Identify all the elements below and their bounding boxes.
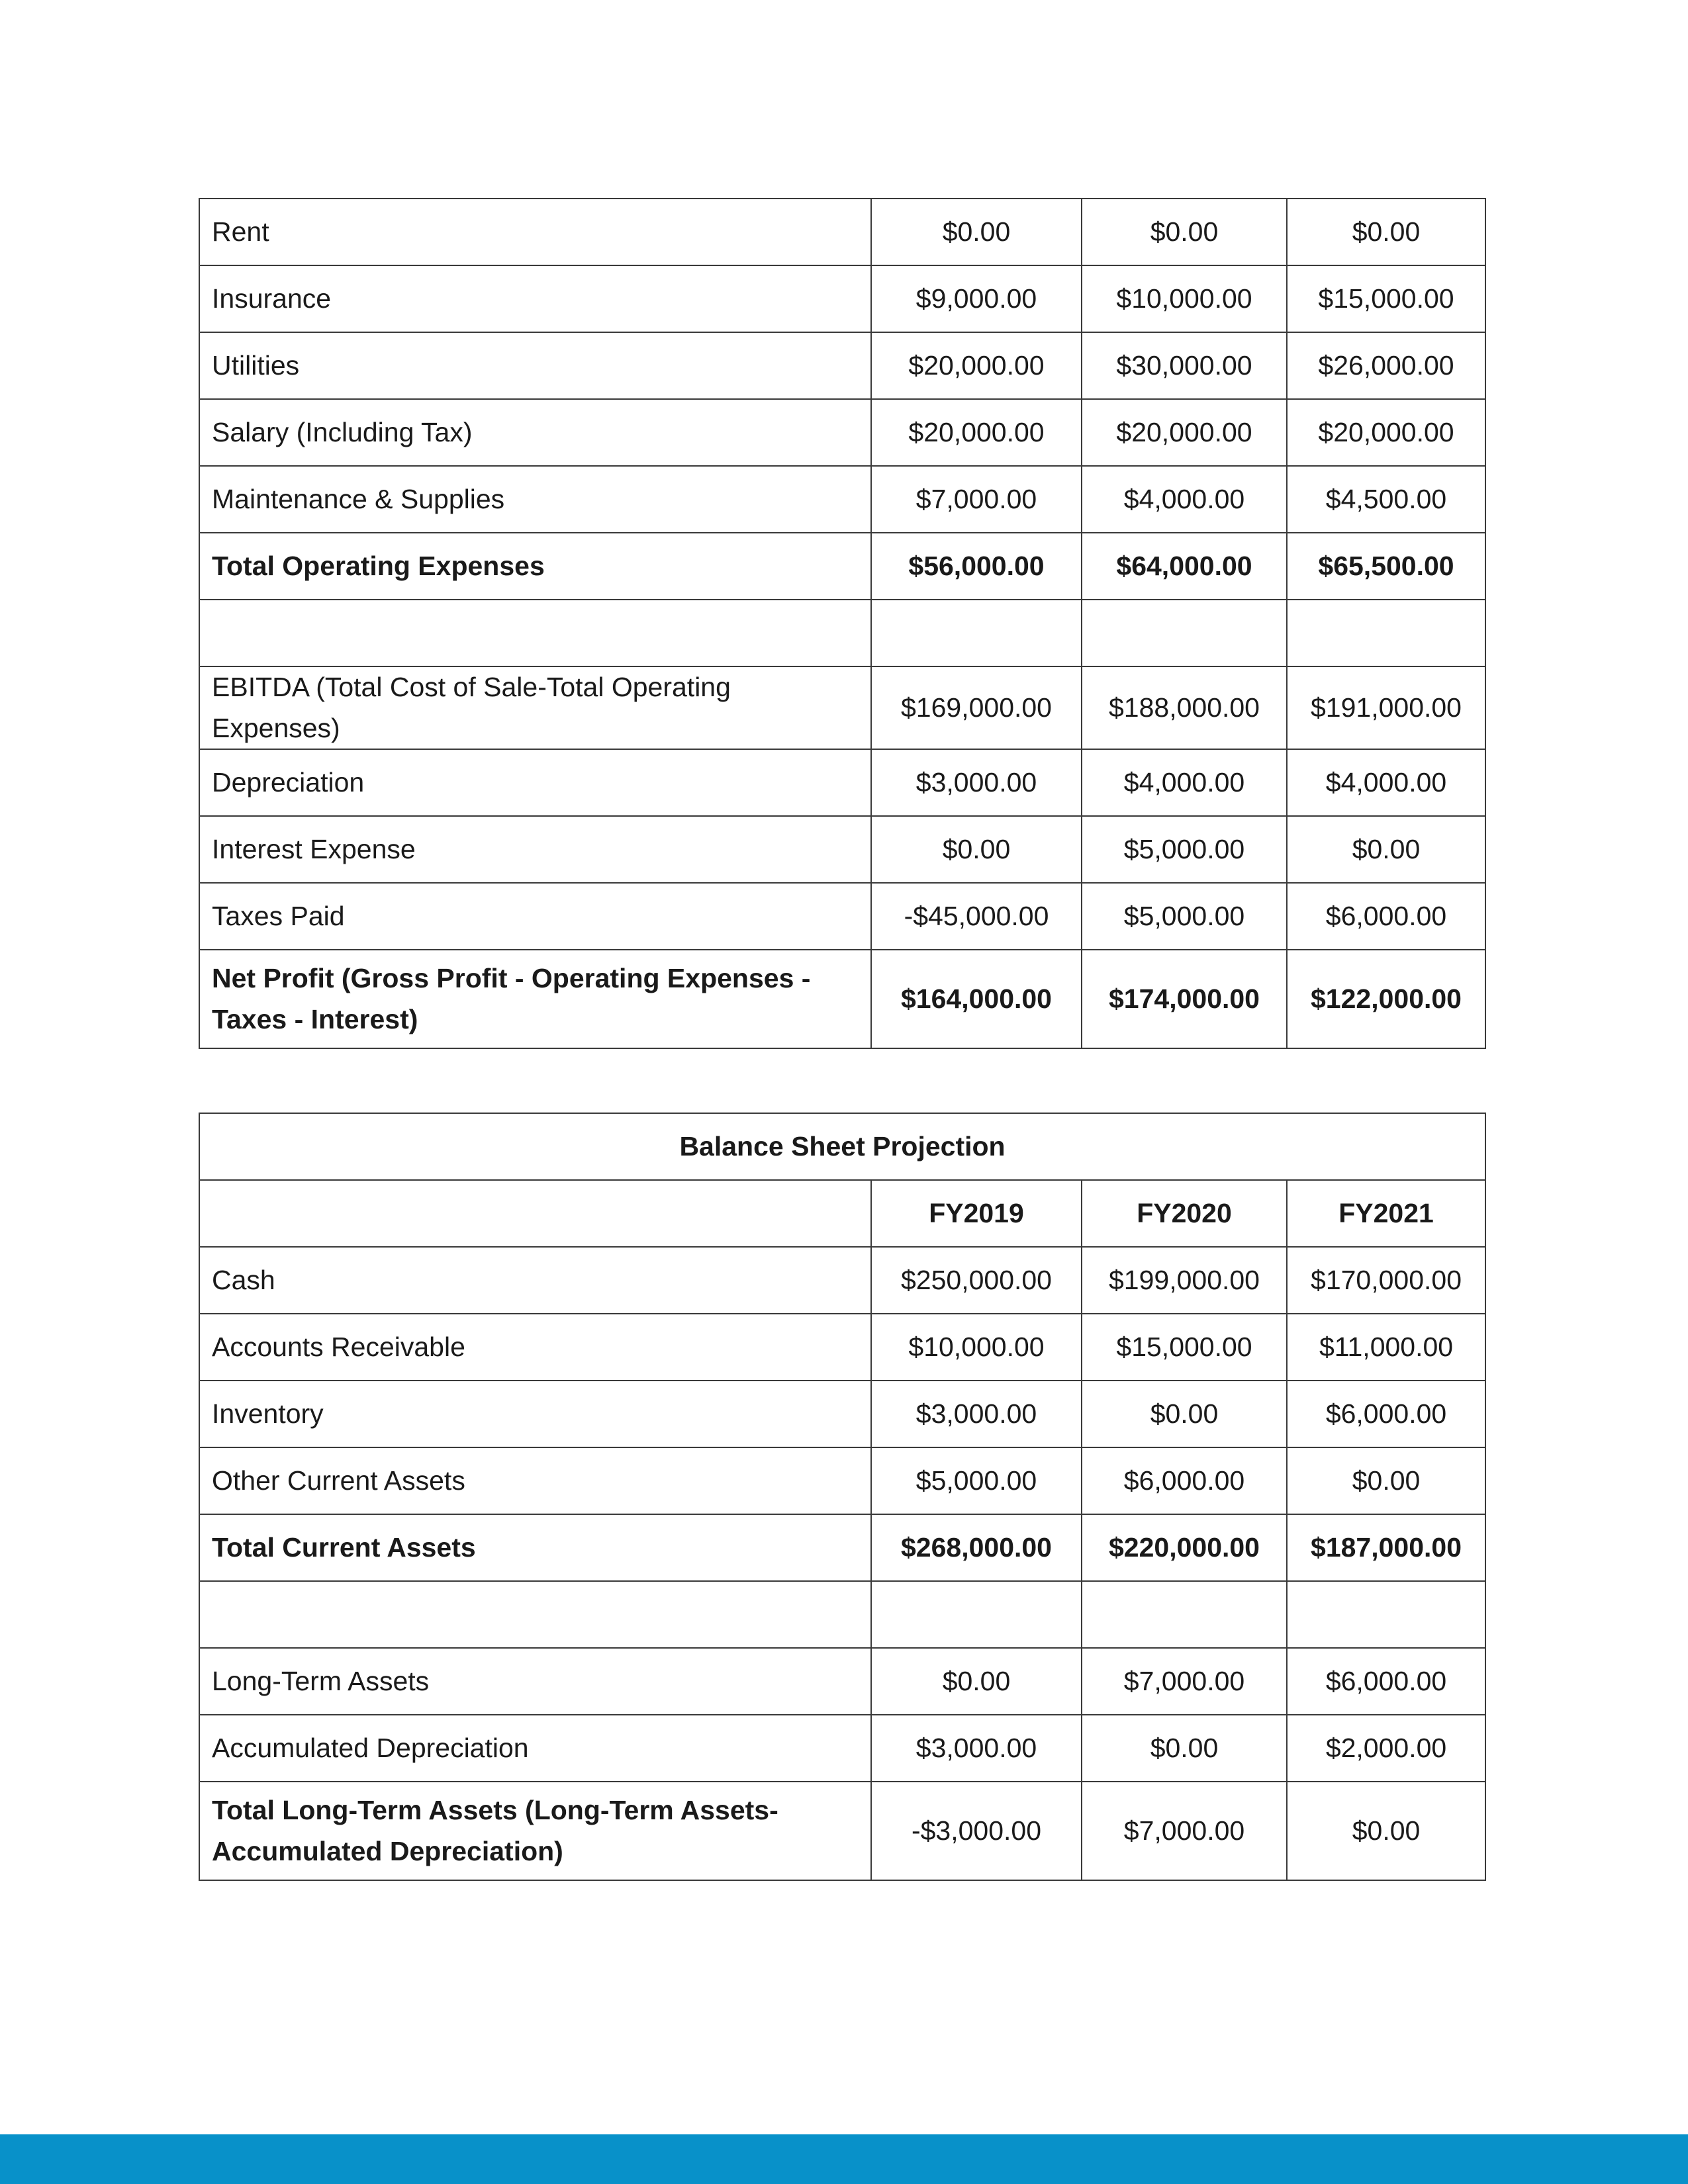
balance-row-value: $0.00 [1082,1715,1287,1782]
balance-row-value: $6,000.00 [1287,1648,1485,1715]
balance-row-value: $2,000.00 [1287,1715,1485,1782]
income-row-value: $188,000.00 [1082,666,1287,749]
income-row-value: $26,000.00 [1287,332,1485,399]
balance-row-value: $5,000.00 [871,1447,1082,1514]
header-year-fy2021: FY2021 [1287,1180,1485,1247]
balance-row-value: $7,000.00 [1082,1782,1287,1880]
balance-row [199,1648,1485,1715]
income-row-value: $4,000.00 [1287,749,1485,816]
income-row [199,199,1485,265]
income-row-value: $20,000.00 [871,332,1082,399]
balance-row [199,1581,1485,1648]
balance-row-value: $268,000.00 [871,1514,1082,1581]
balance-row [199,1715,1485,1782]
balance-row-label: Accounts Receivable [199,1314,871,1381]
income-row-value: $56,000.00 [871,533,1082,600]
balance-row-value [1082,1581,1287,1648]
income-row-value: $191,000.00 [1287,666,1485,749]
income-row-label: Rent [199,199,871,265]
footer-bar [0,2134,1688,2184]
balance-row-label: Cash [199,1247,871,1314]
income-row-label: Utilities [199,332,871,399]
income-row-value [871,600,1082,666]
balance-row-value: $170,000.00 [1287,1247,1485,1314]
balance-row-value: $0.00 [1287,1782,1485,1880]
income-row [199,816,1485,883]
income-row [199,265,1485,332]
income-row-label [199,600,871,666]
balance-row-value: $15,000.00 [1082,1314,1287,1381]
income-row-label: Salary (Including Tax) [199,399,871,466]
income-row-value: $64,000.00 [1082,533,1287,600]
balance-row-value: $3,000.00 [871,1381,1082,1447]
balance-row-value: $10,000.00 [871,1314,1082,1381]
balance-row-value: $199,000.00 [1082,1247,1287,1314]
income-row-value: $9,000.00 [871,265,1082,332]
balance-row-value [871,1581,1082,1648]
income-row-value: $0.00 [1287,199,1485,265]
balance-sheet-table [199,1113,1486,1881]
balance-row-label: Inventory [199,1381,871,1447]
balance-row-value [1287,1581,1485,1648]
balance-sheet-rows [199,1247,1485,1880]
balance-row-value: $187,000.00 [1287,1514,1485,1581]
balance-row-value: $6,000.00 [1287,1381,1485,1447]
balance-row-value: $6,000.00 [1082,1447,1287,1514]
balance-sheet-header-row [199,1180,1485,1247]
income-row-value: $122,000.00 [1287,950,1485,1048]
income-row-value: $65,500.00 [1287,533,1485,600]
income-row-label: Taxes Paid [199,883,871,950]
balance-row-value: $11,000.00 [1287,1314,1485,1381]
income-row-value: $20,000.00 [871,399,1082,466]
balance-sheet-title-row [199,1113,1485,1180]
income-row [199,466,1485,533]
balance-row-value: $0.00 [1287,1447,1485,1514]
income-row-value [1287,600,1485,666]
balance-row [199,1782,1485,1880]
balance-row-value: $7,000.00 [1082,1648,1287,1715]
income-row-label: Net Profit (Gross Profit - Operating Expenses - Taxes - Interest) [199,950,871,1048]
balance-row-label: Other Current Assets [199,1447,871,1514]
income-row-value: $5,000.00 [1082,883,1287,950]
balance-row-label: Accumulated Depreciation [199,1715,871,1782]
balance-row [199,1247,1485,1314]
income-row-label: Interest Expense [199,816,871,883]
balance-row [199,1447,1485,1514]
income-row-value: $0.00 [1082,199,1287,265]
income-row-label: Depreciation [199,749,871,816]
balance-row-value: -$3,000.00 [871,1782,1082,1880]
income-row-value: $0.00 [1287,816,1485,883]
income-row-value: $0.00 [871,199,1082,265]
balance-row [199,1314,1485,1381]
income-row-value: $30,000.00 [1082,332,1287,399]
income-row-value: -$45,000.00 [871,883,1082,950]
income-row [199,332,1485,399]
balance-row-value: $3,000.00 [871,1715,1082,1782]
income-row-value: $4,000.00 [1082,466,1287,533]
income-row-value: $169,000.00 [871,666,1082,749]
income-statement-body [199,199,1485,1048]
income-row-value: $20,000.00 [1082,399,1287,466]
income-row-label: Maintenance & Supplies [199,466,871,533]
balance-row-label: Total Long-Term Assets (Long-Term Assets-Accumulated Depreciation) [199,1782,871,1880]
balance-row [199,1514,1485,1581]
balance-row-value: $0.00 [1082,1381,1287,1447]
income-row [199,533,1485,600]
income-row [199,950,1485,1048]
balance-row-value: $0.00 [871,1648,1082,1715]
income-statement-table [199,198,1486,1049]
income-row-value: $174,000.00 [1082,950,1287,1048]
header-label-cell [199,1180,871,1247]
income-row-value: $4,500.00 [1287,466,1485,533]
header-year-fy2020: FY2020 [1082,1180,1287,1247]
header-year-fy2019: FY2019 [871,1180,1082,1247]
balance-row-label: Total Current Assets [199,1514,871,1581]
income-row-value: $7,000.00 [871,466,1082,533]
income-row [199,749,1485,816]
income-row [199,399,1485,466]
income-row [199,600,1485,666]
balance-row-label [199,1581,871,1648]
income-row-value: $164,000.00 [871,950,1082,1048]
balance-sheet-body [199,1113,1485,1247]
balance-sheet-title: Balance Sheet Projection [199,1113,1485,1180]
income-row-value: $0.00 [871,816,1082,883]
income-row-value: $5,000.00 [1082,816,1287,883]
income-row-label: Total Operating Expenses [199,533,871,600]
balance-row [199,1381,1485,1447]
income-row-label: EBITDA (Total Cost of Sale-Total Operating Expenses) [199,666,871,749]
income-row-value: $20,000.00 [1287,399,1485,466]
income-row [199,666,1485,749]
income-row-value: $3,000.00 [871,749,1082,816]
balance-row-value: $220,000.00 [1082,1514,1287,1581]
income-row-value: $4,000.00 [1082,749,1287,816]
balance-row-value: $250,000.00 [871,1247,1082,1314]
income-row-value: $15,000.00 [1287,265,1485,332]
income-row-label: Insurance [199,265,871,332]
income-row-value [1082,600,1287,666]
income-row-value: $10,000.00 [1082,265,1287,332]
balance-row-label: Long-Term Assets [199,1648,871,1715]
income-row-value: $6,000.00 [1287,883,1485,950]
income-row [199,883,1485,950]
